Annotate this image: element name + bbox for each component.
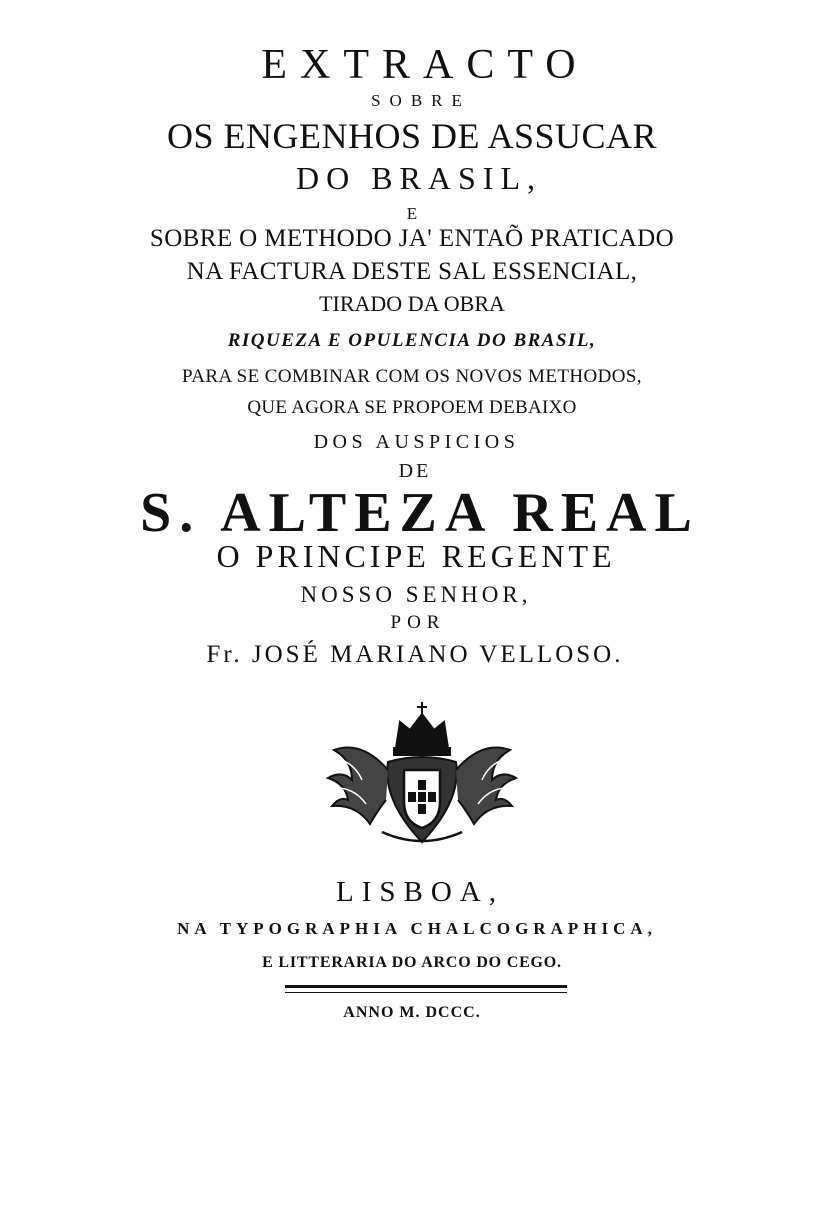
line-alteza: S. ALTEZA REAL [140, 482, 700, 544]
imprint-press: NA TYPOGRAPHIA CHALCOGRAPHICA, [177, 919, 657, 938]
line-propoem: QUE AGORA SE PROPOEM DEBAIXO [247, 397, 577, 418]
line-riqueza: RIQUEZA E OPULENCIA DO BRASIL, [227, 330, 597, 351]
line-brasil: DO BRASIL, [295, 160, 542, 196]
imprint-press-2: E LITTERARIA DO ARCO DO CEGO. [262, 954, 562, 971]
line-factura: NA FACTURA DESTE SAL ESSENCIAL, [186, 258, 638, 285]
line-author: Fr. JOSÉ MARIANO VELLOSO. [206, 641, 624, 668]
imprint-city: LISBOA, [336, 876, 504, 908]
title-main: EXTRACTO [261, 42, 589, 88]
line-engenhos: OS ENGENHOS DE ASSUCAR [166, 116, 658, 156]
line-por: POR [390, 612, 446, 633]
line-principe: O PRINCIPE REGENTE [216, 538, 616, 574]
double-rule-bottom [285, 992, 567, 993]
line-tirado: TIRADO DA OBRA [319, 291, 505, 316]
line-auspicios: DOS AUSPICIOS [313, 431, 520, 453]
line-e: E [406, 204, 418, 223]
line-senhor: NOSSO SENHOR, [300, 582, 532, 607]
line-combinar: PARA SE COMBINAR COM OS NOVOS METHODOS, [182, 366, 642, 387]
line-methodo: SOBRE O METHODO JA' ENTAÕ PRATICADO [149, 225, 675, 252]
imprint-year: ANNO M. DCCC. [343, 1004, 481, 1021]
royal-coat-of-arms-icon [322, 700, 522, 850]
line-de: DE [398, 460, 432, 482]
double-rule-top [285, 985, 567, 988]
line-sobre: SOBRE [371, 91, 471, 110]
